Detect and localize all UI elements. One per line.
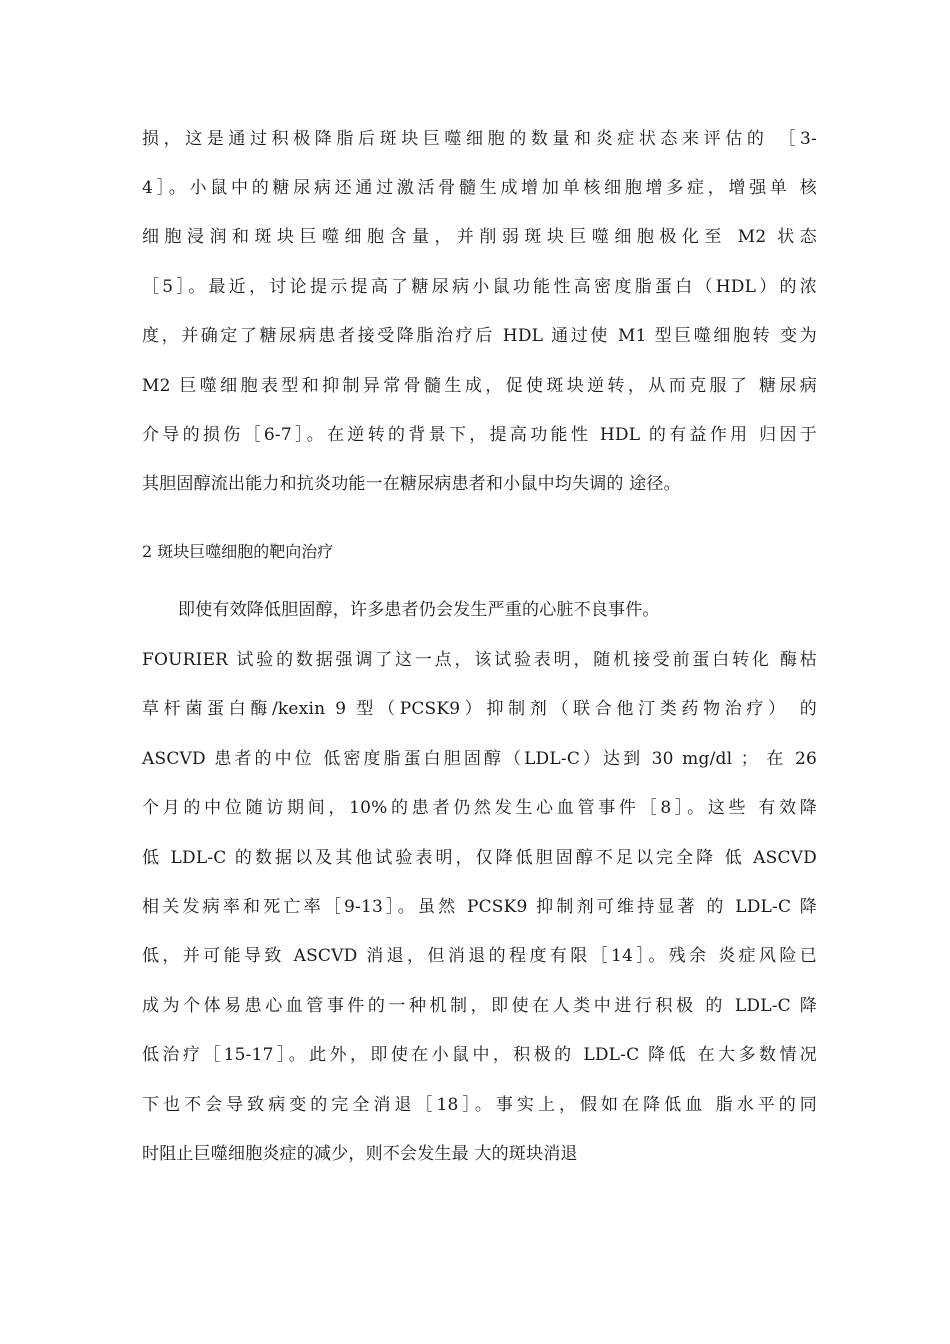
paragraph2-line-7: 相关发病率和死亡率［9-13］。虽然 PCSK9 抑制剂可维持显著 的 LDL-C 降 — [142, 897, 817, 917]
paragraph2-line-2: FOURIER 试验的数据强调了这一点，该试验表明，随机接受前蛋白转化 酶枯 — [142, 650, 817, 670]
paragraph1-line-3: 细胞浸润和斑块巨噬细胞含量，并削弱斑块巨噬细胞极化至 M2 状态 — [142, 227, 817, 247]
paragraph1-line-1: 损，这是通过积极降脂后斑块巨噬细胞的数量和炎症状态来评估的 ［3- — [142, 129, 817, 149]
paragraph2-line-1: 即使有效降低胆固醇，许多患者仍会发生严重的心脏不良事件。 — [178, 600, 660, 620]
paragraph2-line-10: 低治疗［15-17］。此外，即使在小鼠中，积极的 LDL-C 降低 在大多数情况 — [142, 1045, 817, 1065]
section-heading: 2 斑块巨噬细胞的靶向治疗 — [142, 542, 334, 561]
paragraph1-line-7: 介导的损伤［6-7］。在逆转的背景下，提高功能性 HDL 的有益作用 归因于 — [142, 425, 817, 445]
paragraph2-line-12: 时阻止巨噬细胞炎症的减少，则不会发生最 大的斑块消退 — [142, 1144, 578, 1164]
paragraph2-line-3: 草杆菌蛋白酶/kexin 9 型（PCSK9）抑制剂（联合他汀类药物治疗） 的 — [142, 699, 817, 719]
paragraph1-line-5: 度，并确定了糖尿病患者接受降脂治疗后 HDL 通过使 M1 型巨噬细胞转 变为 — [142, 326, 817, 346]
paragraph1-line-8: 其胆固醇流出能力和抗炎功能一在糖尿病患者和小鼠中均失调的 途径。 — [142, 474, 681, 494]
paragraph2-line-4: ASCVD 患者的中位 低密度脂蛋白胆固醇（LDL-C）达到 30 mg/dl ； 在 26 — [142, 749, 817, 769]
paragraph2-line-11: 下也不会导致病变的完全消退［18］。事实上，假如在降低血 脂水平的同 — [142, 1095, 817, 1115]
paragraph1-line-6: M2 巨噬细胞表型和抑制异常骨髓生成，促使斑块逆转，从而克服了 糖尿病 — [142, 376, 817, 396]
paragraph2-line-8: 低，并可能导致 ASCVD 消退，但消退的程度有限［14］。残余 炎症风险已 — [142, 946, 817, 966]
paragraph2-line-6: 低 LDL-C 的数据以及其他试验表明，仅降低胆固醇不足以完全降 低 ASCVD — [142, 848, 817, 868]
paragraph2-line-5: 个月的中位随访期间，10%的患者仍然发生心血管事件［8］。这些 有效降 — [142, 798, 817, 818]
paragraph1-line-2: 4］。小鼠中的糖尿病还通过激活骨髓生成增加单核细胞增多症，增强单 核 — [142, 178, 817, 198]
paragraph2-line-9: 成为个体易患心血管事件的一种机制，即使在人类中进行积极 的 LDL-C 降 — [142, 996, 817, 1016]
paragraph1-line-4: ［5］。最近，讨论提示提高了糖尿病小鼠功能性高密度脂蛋白（HDL）的浓 — [142, 277, 817, 297]
